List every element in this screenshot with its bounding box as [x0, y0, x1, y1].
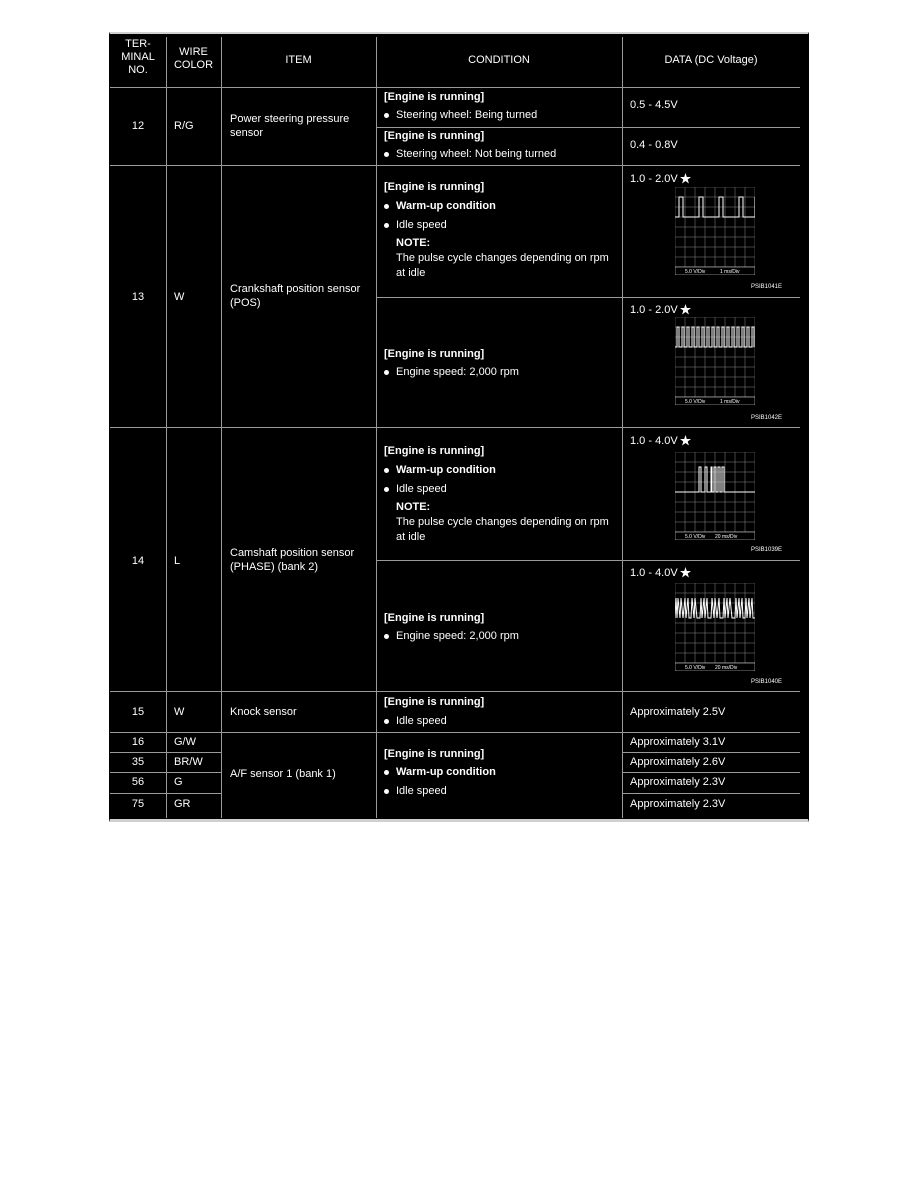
figure-code: PSIB1040E	[751, 679, 783, 685]
bullet-icon	[384, 770, 389, 775]
oscilloscope-waveform	[675, 187, 755, 275]
figure-code: PSIB1041E	[751, 284, 783, 290]
wire-color: G/W	[174, 736, 196, 748]
wire-color: GR	[174, 798, 191, 810]
oscilloscope-waveform	[675, 317, 755, 405]
wire-color: W	[174, 291, 185, 303]
header-wire-color	[166, 46, 221, 72]
terminal-number: 14	[131, 555, 145, 567]
terminal-number: 12	[131, 120, 145, 132]
condition-text: Idle speed	[396, 483, 447, 495]
row-divider	[110, 165, 800, 166]
bullet-icon	[384, 113, 389, 118]
condition-text: Steering wheel: Not being turned	[396, 148, 557, 160]
voltage-value: Approximately 3.1V	[630, 736, 726, 748]
svg-text:5.0 V/Div: 5.0 V/Div	[685, 269, 706, 275]
svg-text:1 ms/Div: 1 ms/Div	[720, 399, 740, 405]
bullet-icon	[384, 223, 389, 228]
item-name: A/F sensor 1 (bank 1)	[230, 768, 336, 780]
svg-text:5.0 V/Div: 5.0 V/Div	[685, 534, 706, 540]
condition-heading: [Engine is running]	[384, 445, 485, 457]
header-data: DATA (DC Voltage)	[664, 54, 758, 66]
condition-text: Engine speed: 2,000 rpm	[396, 630, 519, 642]
header-item: ITEM	[285, 54, 312, 66]
header-condition: CONDITION	[468, 54, 530, 66]
wire-color: W	[174, 706, 185, 718]
note-text: The pulse cycle changes depending on rpm	[396, 252, 609, 264]
svg-text:5.0 V/Div: 5.0 V/Div	[685, 399, 706, 405]
item-name: Camshaft position sensor	[230, 547, 355, 559]
star-icon	[680, 567, 691, 578]
item-name: Crankshaft position sensor	[230, 283, 361, 295]
item-name: (PHASE) (bank 2)	[230, 561, 319, 573]
bullet-icon	[384, 370, 389, 375]
condition-heading: [Engine is running]	[384, 91, 485, 103]
row-divider	[110, 427, 800, 428]
header-terminal-line: MINAL	[121, 51, 155, 63]
star-icon	[680, 435, 691, 446]
voltage-value: Approximately 2.3V	[630, 776, 726, 788]
row-divider	[622, 772, 800, 773]
row-divider	[376, 297, 800, 298]
condition-text: Idle speed	[396, 219, 447, 231]
item-name: Power steering pressure	[230, 113, 350, 125]
header-wire-line: WIRE	[179, 46, 208, 58]
star-icon	[680, 173, 691, 184]
note-label: NOTE:	[396, 237, 431, 249]
svg-text:5.0 V/Div: 5.0 V/Div	[685, 665, 706, 671]
voltage-value: 1.0 - 2.0V	[630, 173, 678, 185]
wire-color: R/G	[174, 120, 194, 132]
wire-color: G	[174, 776, 183, 788]
ecm-terminal-data-table	[109, 32, 809, 822]
header-terminal	[110, 38, 166, 77]
terminal-number: 16	[131, 736, 145, 748]
voltage-value: 1.0 - 2.0V	[630, 304, 678, 316]
header-terminal-line: NO.	[128, 64, 148, 76]
row-divider	[376, 127, 800, 128]
condition-text: Idle speed	[396, 715, 447, 727]
bullet-icon	[384, 634, 389, 639]
condition-heading: [Engine is running]	[384, 696, 485, 708]
row-divider	[110, 691, 800, 692]
terminal-number: 75	[131, 798, 145, 810]
condition-text: Idle speed	[396, 785, 447, 797]
row-divider	[110, 793, 221, 794]
bullet-icon	[384, 468, 389, 473]
condition-text: Warm-up condition	[396, 200, 496, 212]
note-text: The pulse cycle changes depending on rpm	[396, 516, 609, 528]
row-divider	[110, 772, 221, 773]
item-name: Knock sensor	[230, 706, 297, 718]
row-divider	[622, 752, 800, 753]
row-divider	[110, 752, 221, 753]
row-divider	[110, 732, 800, 733]
row-divider	[376, 560, 800, 561]
row-divider	[622, 793, 800, 794]
note-text: at idle	[396, 531, 426, 543]
svg-text:20 ms/Div: 20 ms/Div	[715, 534, 738, 540]
terminal-number: 15	[131, 706, 145, 718]
bullet-icon	[384, 204, 389, 209]
figure-code: PSIB1042E	[751, 415, 783, 421]
voltage-value: Approximately 2.6V	[630, 756, 726, 768]
row-divider	[110, 87, 800, 88]
oscilloscope-waveform	[675, 583, 755, 671]
header-wire-line: COLOR	[173, 59, 214, 71]
voltage-value: 0.5 - 4.5V	[630, 99, 678, 111]
terminal-number: 56	[131, 776, 145, 788]
item-name: (POS)	[230, 297, 261, 309]
condition-heading: [Engine is running]	[384, 348, 485, 360]
bullet-icon	[384, 487, 389, 492]
terminal-number: 35	[131, 756, 145, 768]
wire-color: L	[174, 555, 181, 567]
note-text: at idle	[396, 267, 426, 279]
condition-text: Warm-up condition	[396, 766, 496, 778]
item-name: sensor	[230, 127, 264, 139]
wire-color: BR/W	[174, 756, 203, 768]
bullet-icon	[384, 789, 389, 794]
condition-text: Warm-up condition	[396, 464, 496, 476]
header-terminal-line: TER-	[125, 38, 151, 50]
bullet-icon	[384, 719, 389, 724]
voltage-value: 1.0 - 4.0V	[630, 567, 678, 579]
condition-text: Steering wheel: Being turned	[396, 109, 538, 121]
condition-heading: [Engine is running]	[384, 612, 485, 624]
star-icon	[680, 304, 691, 315]
note-label: NOTE:	[396, 501, 431, 513]
condition-heading: [Engine is running]	[384, 748, 485, 760]
voltage-value: Approximately 2.3V	[630, 798, 726, 810]
condition-heading: [Engine is running]	[384, 181, 485, 193]
condition-heading: [Engine is running]	[384, 130, 485, 142]
oscilloscope-waveform	[675, 452, 755, 540]
voltage-value: Approximately 2.5V	[630, 706, 726, 718]
condition-text: Engine speed: 2,000 rpm	[396, 366, 519, 378]
terminal-number: 13	[131, 291, 145, 303]
svg-text:20 ms/Div: 20 ms/Div	[715, 665, 738, 671]
bullet-icon	[384, 152, 389, 157]
figure-code: PSIB1039E	[751, 547, 783, 553]
svg-text:1 ms/Div: 1 ms/Div	[720, 269, 740, 275]
voltage-value: 0.4 - 0.8V	[630, 139, 678, 151]
voltage-value: 1.0 - 4.0V	[630, 435, 678, 447]
